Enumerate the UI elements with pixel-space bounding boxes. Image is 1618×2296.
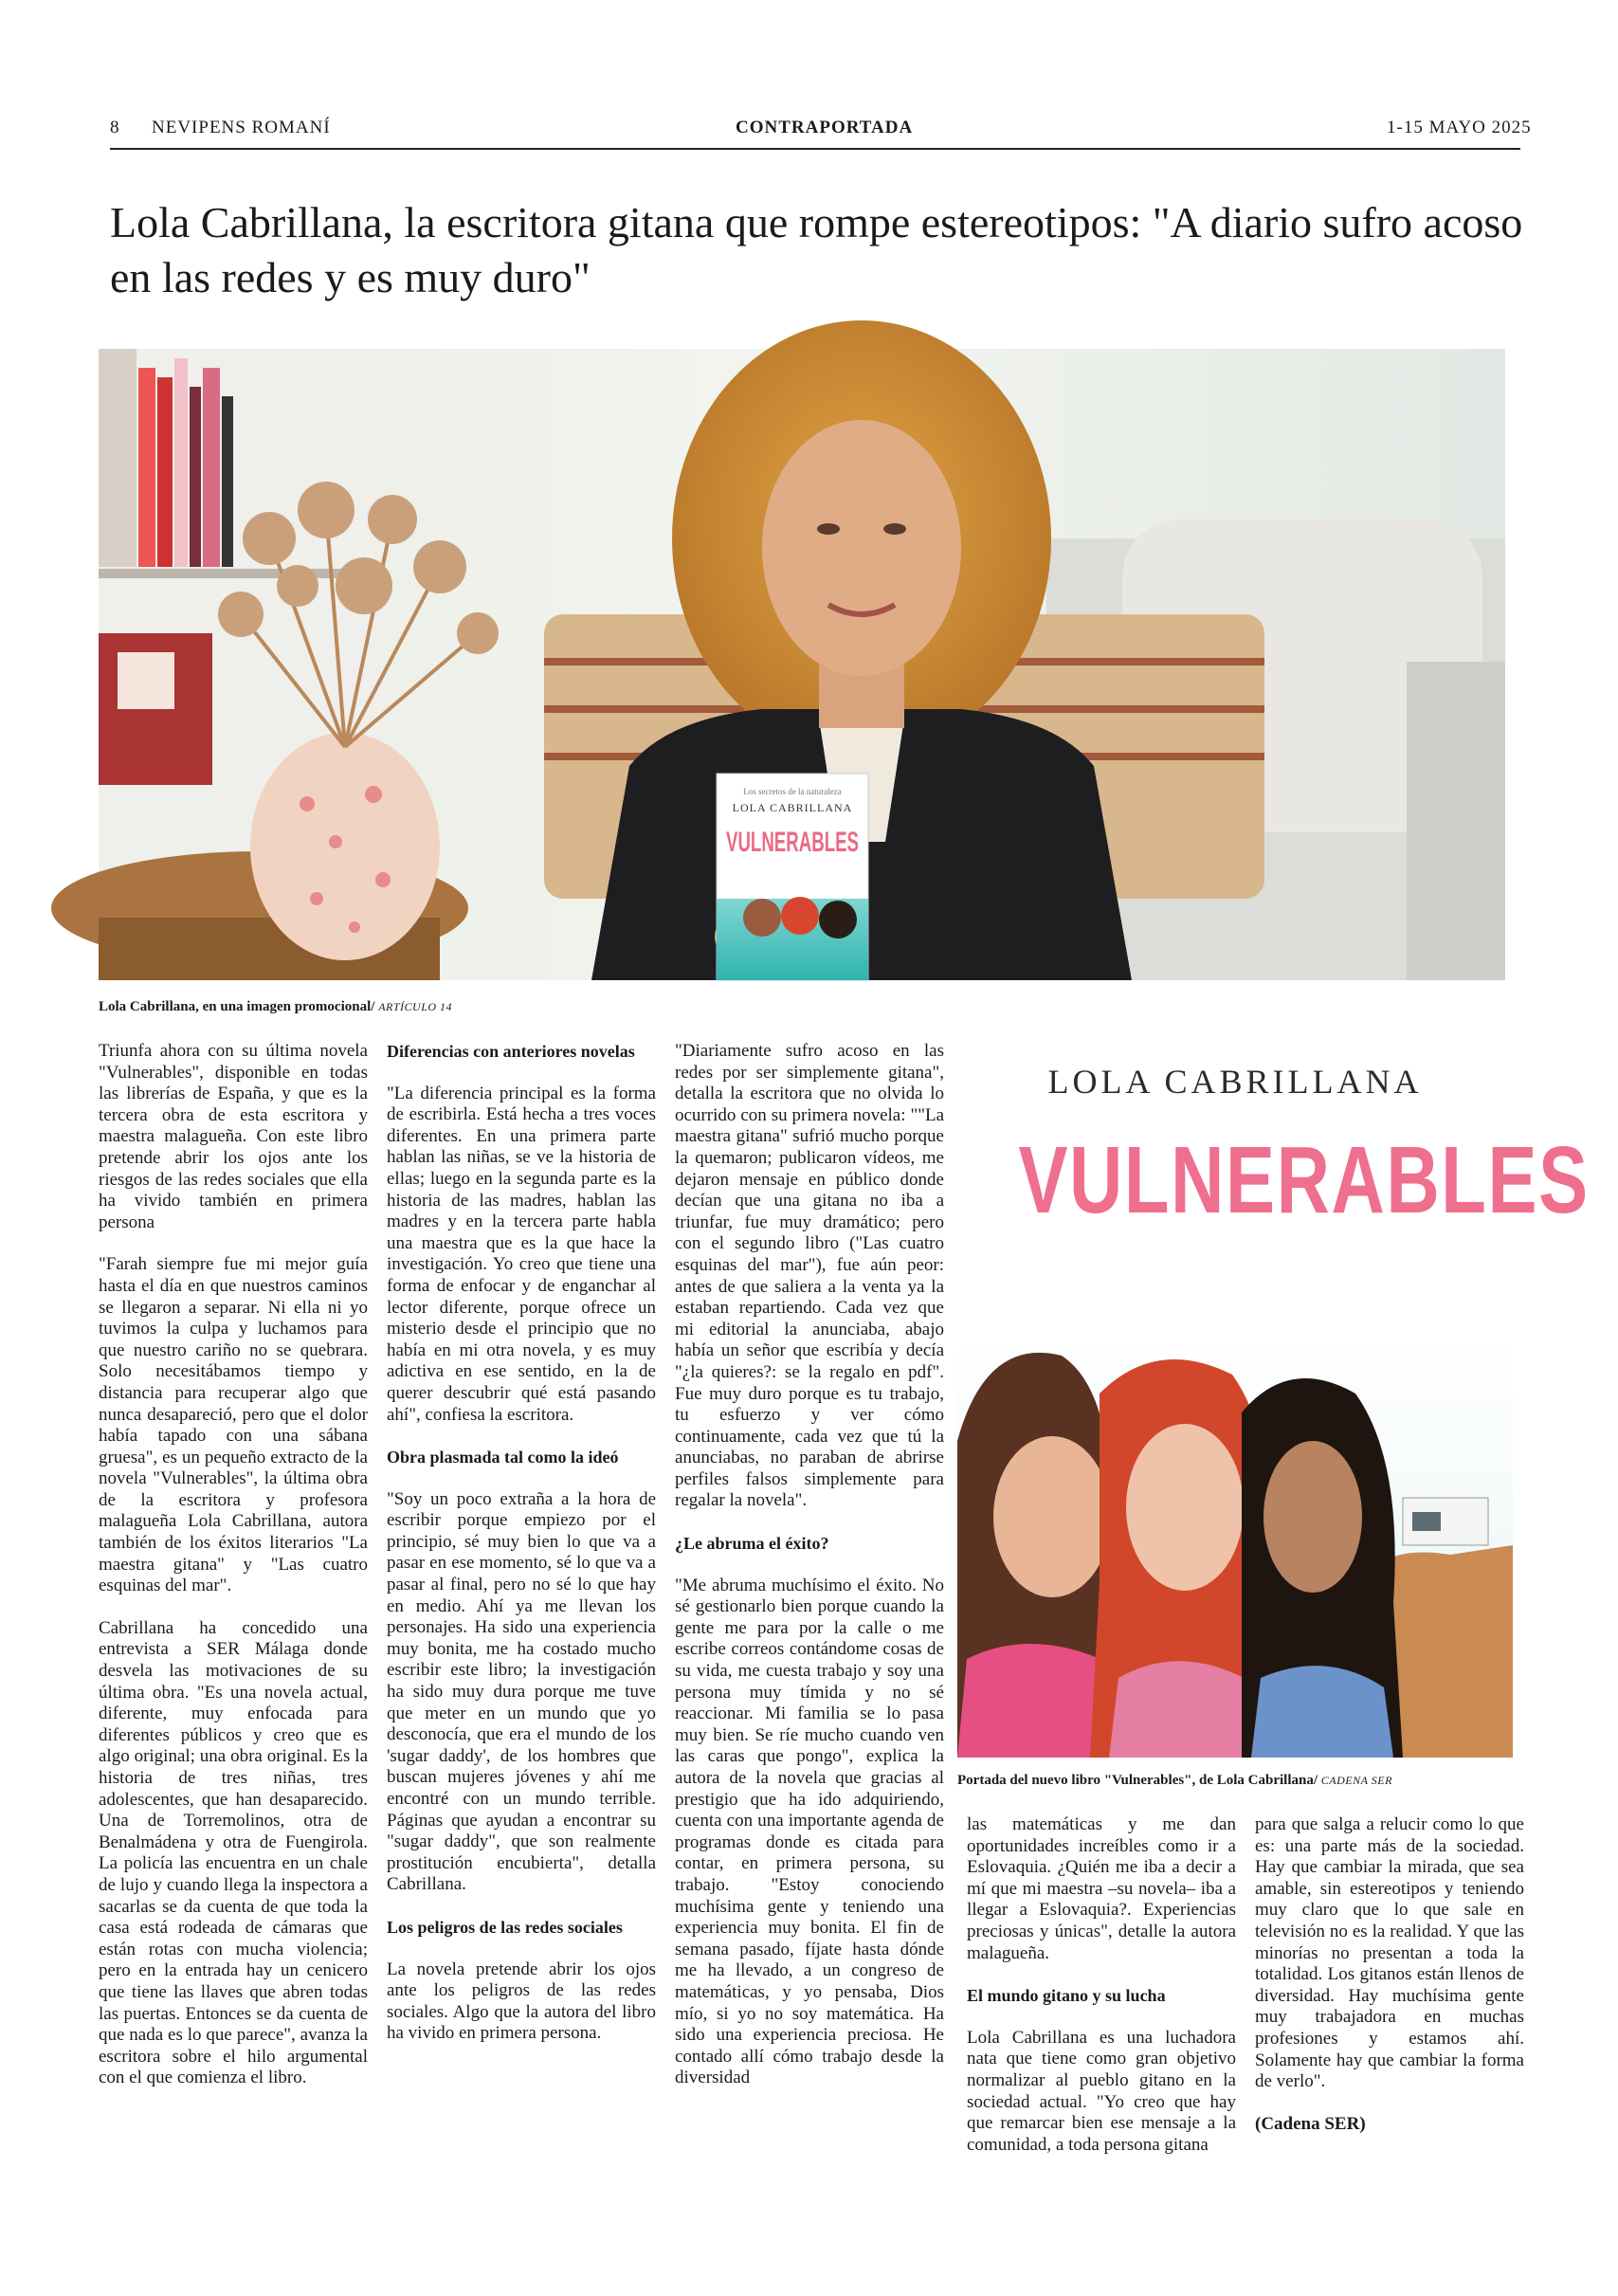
article-column-2: [387, 1041, 656, 2045]
subheading: Diferencias con anteriores novelas: [387, 1042, 635, 1061]
paragraph: "Farah siempre fue mi mejor guía hasta el día en que nuestros caminos se llegaron a separar. Ni ella ni yo tuvimos la culpa y luchamos para que nuestro cariño no se quebrara. Solo necesitábamos tiempo y distancia para recuperar algo que nunca desapareció, pero que el dolor había tapado con una sábana gruesa", es un pequeño extracto de la novela "Vulnerables", la última obra de la escritora y profesora malagueña Lola Cabrillana, autora también de los éxitos literarios "La maestra gitana" y "Las cuatro esquinas del mar".: [99, 1254, 368, 1596]
held-book-title: VULNERABLES: [726, 827, 859, 858]
paragraph: Cabrillana ha concedido una entrevista a SER Málaga donde desvela las motivaciones de su última obra. "Es una novela actual, diferente, muy enfocada para diferentes públicos y creo que es algo original; una obra original. Es la historia de tres niñas, tres adolescentes, que han desaparecido. Una de Torremolinos, otra de Benalmádena y otra de Fuengirola. La policía las encuentra en un chale de lujo y cuando llega la inspectora a sacarlas se da cuenta de que toda la casa está rodeada de cámaras que están rotas con mucha violencia; pero en la entrada hay un cenicero que tiene las llaves que abren todas las puertas. Entonces se da cuenta de que nada es lo que parece", avanza la escritora sobre el hilo argumental con el que comienza el libro.: [99, 1617, 368, 2088]
paragraph: para que salga a relucir como lo que es: una parte más de la sociedad. Hay que cambiar la mirada, que sea amable, sin estereotipos y teniendo muy claro que lo que sale en televisión no es la realidad. Y que las minorías no presentan a toda la totalidad. Los gitanos están llenos de diversidad. Hay muchísima gente muy trabajadora en muchas profesiones y estamos ahí. Solamente hay que cambiar la forma de verlo".: [1255, 1814, 1524, 2092]
cover-title: VULNERABLES: [1018, 1127, 1590, 1233]
issue-date: 1-15 MAYO 2025: [1387, 118, 1532, 137]
article-column-1: [99, 1041, 368, 2089]
cover-illustration: [957, 1337, 1513, 1758]
held-book-author: LOLA CABRILLANA: [732, 801, 853, 814]
cover-author: LOLA CABRILLANA: [1047, 1063, 1423, 1101]
page-number: 8: [110, 118, 120, 137]
article-column-3: [675, 1041, 944, 2089]
paragraph: Triunfa ahora con su última novela "Vulnerables", disponible en todas las librerías de España, y que es la tercera obra de esta escritora y maestra malagueña. Con este libro pretende abrir los ojos ante los riesgos de las redes sociales que ella ha vivido también en primera persona: [99, 1041, 368, 1232]
cover-credit: CADENA SER: [1320, 1774, 1392, 1787]
photo-credit: ARTÍCULO 14: [378, 1000, 453, 1013]
paragraph: Lola Cabrillana es una luchadora nata que tiene como gran objetivo normalizar al pueblo gitano en la sociedad actual. "Yo creo que hay que remarcar bien ese mensaje a la comunidad, a toda persona gitana: [967, 2027, 1236, 2155]
cover-caption-text: Portada del nuevo libro "Vulnerables", de Lola Cabrillana/: [957, 1773, 1318, 1788]
subheading: Obra plasmada tal como la ideó: [387, 1448, 619, 1467]
paragraph: La novela pretende abrir los ojos ante los peligros de las redes sociales. Algo que la autora del libro ha vivido en primera persona.: [387, 1959, 656, 2044]
article-headline: Lola Cabrillana, la escritora gitana que rompe estereotipos: "A diario sufro acoso en las redes y es muy duro": [110, 198, 1523, 301]
header-rule: [110, 148, 1520, 150]
paragraph: las matemáticas y me dan oportunidades increíbles como ir a Eslovaquia. ¿Quién me iba a decir a mí que mi maestra –su novela– iba a llegar a Eslovaquia?. Experiencias preciosas y únicas", detalle la autora malagueña.: [967, 1814, 1236, 1963]
paragraph: "Me abruma muchísimo el éxito. No sé gestionarlo bien porque cuando la gente me para por la calle o me escribe correos contándome cosas de su vida, me cuesta trabajo y soy una persona muy tímida y no sé reaccionar. Mi familia se lo pasa muy bien. Se ríe mucho cuando ven las caras que pongo", explica la autora de la novela que gracias al prestigio que ha ido adquiriendo, cuenta con una importante agenda de programas donde es citada para contar, en primera persona, su trabajo. "Estoy conociendo muchísima gente y teniendo una experiencia muy bonita. El fin de semana pasado, fíjate hasta dónde me ha llevado, a un congreso de matemáticas, y yo pensaba, Dios mío, si yo no soy matemática. Ha sido una experiencia preciosa. He contado allí cómo trabajo desde la diversidad: [675, 1575, 944, 2088]
section-name: CONTRAPORTADA: [736, 118, 914, 137]
photo-caption: [99, 999, 452, 1015]
article-signoff: (Cadena SER): [1255, 2113, 1366, 2134]
publication-name: NEVIPENS ROMANÍ: [152, 118, 331, 137]
held-book-tagline: Los secretos de la naturaleza: [743, 787, 842, 796]
cover-caption: [957, 1773, 1392, 1789]
article-column-4: [967, 1814, 1236, 2156]
subheading: El mundo gitano y su lucha: [967, 1986, 1166, 2006]
author-photo: [99, 349, 1505, 980]
article-column-5: [1255, 1814, 1524, 2135]
subheading: Los peligros de las redes sociales: [387, 1917, 623, 1937]
paragraph: "La diferencia principal es la forma de escribirla. Está hecha a tres voces diferentes. En una primera parte hablan las niñas, se ve la historia de ellas; luego en la segunda parte es la historia de las madres, hablan las madres y en la tercera parte habla una maestra que es la que hace la investigación. Yo creo que tiene una forma de enfocar y de enganchar al lector diferente, porque ofrece un misterio desde el principio que no había en mi otra novela, y es muy adictiva en ese sentido, en la de querer descubrir qué está pasando ahí", confiesa la escritora.: [387, 1083, 656, 1425]
photo-caption-text: Lola Cabrillana, en una imagen promocional/: [99, 999, 375, 1014]
book-cover: [957, 1043, 1590, 1758]
subheading: ¿Le abruma el éxito?: [675, 1534, 829, 1554]
paragraph: "Soy un poco extraña a la hora de escribir porque empiezo por el principio, sé muy bien lo que va a pasar en ese momento, sé lo que va a pasar al final, pero no sé lo que hay en medio. Ahí ya me llevan los personajes. Ha sido una experiencia muy bonita, me ha costado mucho escribir este libro; la investigación ha sido muy dura porque me tuve que meter en un mundo que yo desconocía, que era el mundo de los 'sugar daddy', de los hombres que buscan mujeres jóvenes y ahí me encontré con un mundo terrible. Páginas que ayudan a encontrar su "sugar daddy", que son realmente prostitución encubierta", detalla Cabrillana.: [387, 1488, 656, 1895]
paragraph: "Diariamente sufro acoso en las redes por ser simplemente gitana", detalla la escritora que no olvida lo ocurrido con su primera novela: ""La maestra gitana" sufrió mucho porque la quemaron; publicaron vídeos, me dejaron mensaje en público donde decían que una gitana no iba a triunfar, fue muy dramático; pero con el segundo libro ("Las cuatro esquinas del mar"), fue aún peor: antes de que saliera a la venta ya la estaban repartiendo. Cada vez que mi editorial la anunciaba, abajo había un señor que escribía y decía "¿la quieres?: se la regalo en pdf". Fue muy duro porque es tu trabajo, tu esfuerzo y ver cómo continuamente, cada vez que tú la anunciabas, no paraban de abrirse perfiles falsos simplemente para regalar la novela".: [675, 1041, 944, 1511]
